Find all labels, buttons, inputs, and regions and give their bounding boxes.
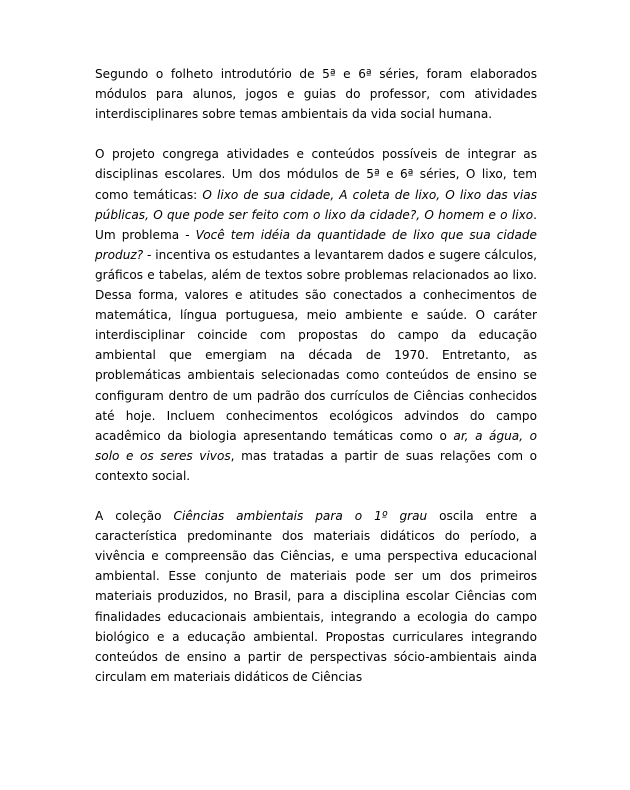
italic-text-run: Ciências ambientais para o 1º grau — [173, 509, 428, 524]
paragraph-colecao — [95, 506, 537, 687]
text-run: . Um problema - — [95, 207, 537, 242]
paragraph-folheto — [95, 64, 537, 124]
italic-text-run: ar, a água, o solo e os seres vivos — [95, 428, 538, 463]
italic-text-run: O lixo de sua cidade, A coleta de lixo, O lixo das vias públicas, O que pode ser feito com o lixo da cidade?, O homem e o lixo — [95, 187, 537, 222]
paragraph-projeto — [95, 144, 537, 486]
text-run: Segundo o folheto introdutório de 5ª e 6ª séries, foram elaborados módulos para alunos, jogos e guias do professor, com atividades interdisciplinares sobre temas ambientais da vida social humana. — [95, 67, 537, 122]
italic-text-run: Você tem idéia da quantidade de lixo que sua cidade produz? — [95, 227, 537, 262]
text-run: , mas tratadas a partir de suas relações com o contexto social. — [95, 448, 537, 483]
text-run: A coleção — [95, 509, 174, 524]
document-page — [95, 64, 537, 687]
text-run: O projeto congrega atividades e conteúdos possíveis de integrar as disciplinas escolares. Um dos módulos de 5ª e 6ª séries, O lixo, tem como temáticas: — [95, 147, 537, 202]
text-run: - incentiva os estudantes a levantarem dados e sugere cálculos, gráficos e tabelas, além de textos sobre problemas relacionados ao lixo. Dessa forma, valores e atitudes são conectados a conhecimentos de matemática, língua portuguesa, meio ambiente e saúde. O caráter interdisciplinar coincide com propostas do campo da educação ambiental que emergiam na década de 1970. Entretanto, as problemáticas ambientais selecionadas como conteúdos de ensino se configuram dentro de um padrão dos currículos de Ciências conhecidos até hoje. Incluem conhecimentos ecológicos advindos do campo acadêmico da biologia apresentando temáticas como o — [95, 247, 537, 443]
text-run: oscila entre a característica predominante dos materiais didáticos do período, a vivência e compreensão das Ciências, e uma perspectiva educacional ambiental. Esse conjunto de materiais pode ser um dos primeiros materiais produzidos, no Brasil, para a disciplina escolar Ciências com finalidades educacionais ambientais, integrando a ecologia do campo biológico e a educação ambiental. Propostas curriculares integrando conteúdos de ensino a partir de perspectivas sócio-ambientais ainda circulam em materiais didáticos de Ciências — [95, 509, 537, 684]
